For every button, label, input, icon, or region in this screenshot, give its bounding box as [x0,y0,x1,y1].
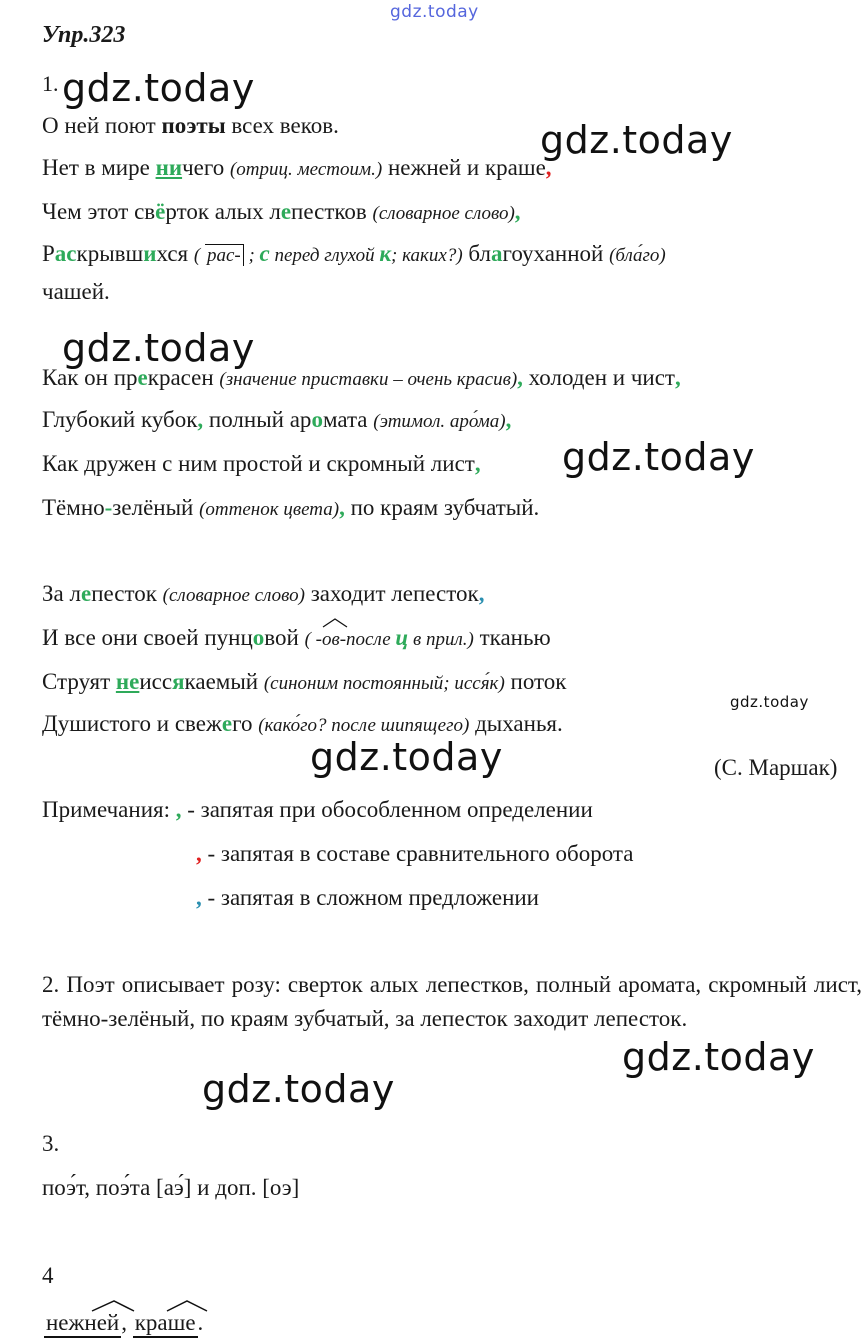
poem-line: Душистого и свежего (како́го? после шипящего) дыханья. [42,711,563,736]
note-line: , - запятая в составе сравнительного оборота [196,841,634,866]
watermark: gdz.today [390,2,479,22]
watermark: gdz.today [62,66,255,110]
part-number: 1. [42,71,59,96]
poem-line: И все они своей пунцовой ( - ов-после ц в прил.) тканью [42,624,551,654]
poem-line: Как дружен с ним простой и скромный лист, [42,451,481,476]
word-with-suffix: нежней [44,1310,121,1338]
watermark: gdz.today [730,693,809,711]
suffix-arc-icon [133,1300,209,1312]
word-with-suffix: краше [133,1310,198,1338]
note-line: Примечания: , - запятая при обособленном определении [42,797,593,822]
watermark: gdz.today [540,118,733,162]
poem-line: Глубокий кубок, полный аромата (этимол. аро́ма), [42,407,512,432]
part-number: 4 [42,1263,54,1288]
suffix-mark: ов [322,624,340,654]
poem-line: Нет в мире ничего (отриц. местоим.) нежней и краше, [42,155,552,180]
watermark: gdz.today [310,735,503,779]
suffix-arc-icon [322,618,348,628]
poem-author: (С. Маршак) [714,755,838,780]
part-2-paragraph: 2. Поэт описывает розу: сверток алых лепестков, полный аромата, скромный лист, тёмно-зелёный, по краям зубчатый, за лепесток заходит лепесток. [42,972,862,1031]
watermark: gdz.today [622,1035,815,1079]
part-3-text: поэ́т, поэ́та [аэ́] и доп. [оэ] [42,1175,300,1200]
note-line: , - запятая в сложном предложении [196,885,539,910]
poem-line: Как он прекрасен (значение приставки – очень красив), холоден и чист, [42,365,681,390]
poem-line: Тёмно-зелёный (оттенок цвета), по краям зубчатый. [42,495,540,520]
morphemic-analysis: нежней, краше. [44,1310,203,1338]
poem-line: Чем этот свёрток алых лепестков (словарное слово), [42,199,521,224]
watermark: gdz.today [562,435,755,479]
prefix-mark: рас- [205,244,244,266]
poem-line: Струят неиссякаемый (синоним постоянный; исся́к) поток [42,669,567,694]
part-number: 3. [42,1131,60,1156]
watermark: gdz.today [62,326,255,370]
poem-line: За лепесток (словарное слово) заходит лепесток, [42,581,485,606]
poem-line: О ней поют поэты всех веков. [42,113,339,138]
poem-line: чашей. [42,279,110,304]
watermark: gdz.today [202,1067,395,1111]
poem-line: Раскрывшихся ( рас- ; с перед глухой к; каких?) благоуханной (бла́го) [42,241,666,266]
exercise-title: Упр.323 [42,22,126,48]
suffix-arc-icon [44,1300,136,1312]
